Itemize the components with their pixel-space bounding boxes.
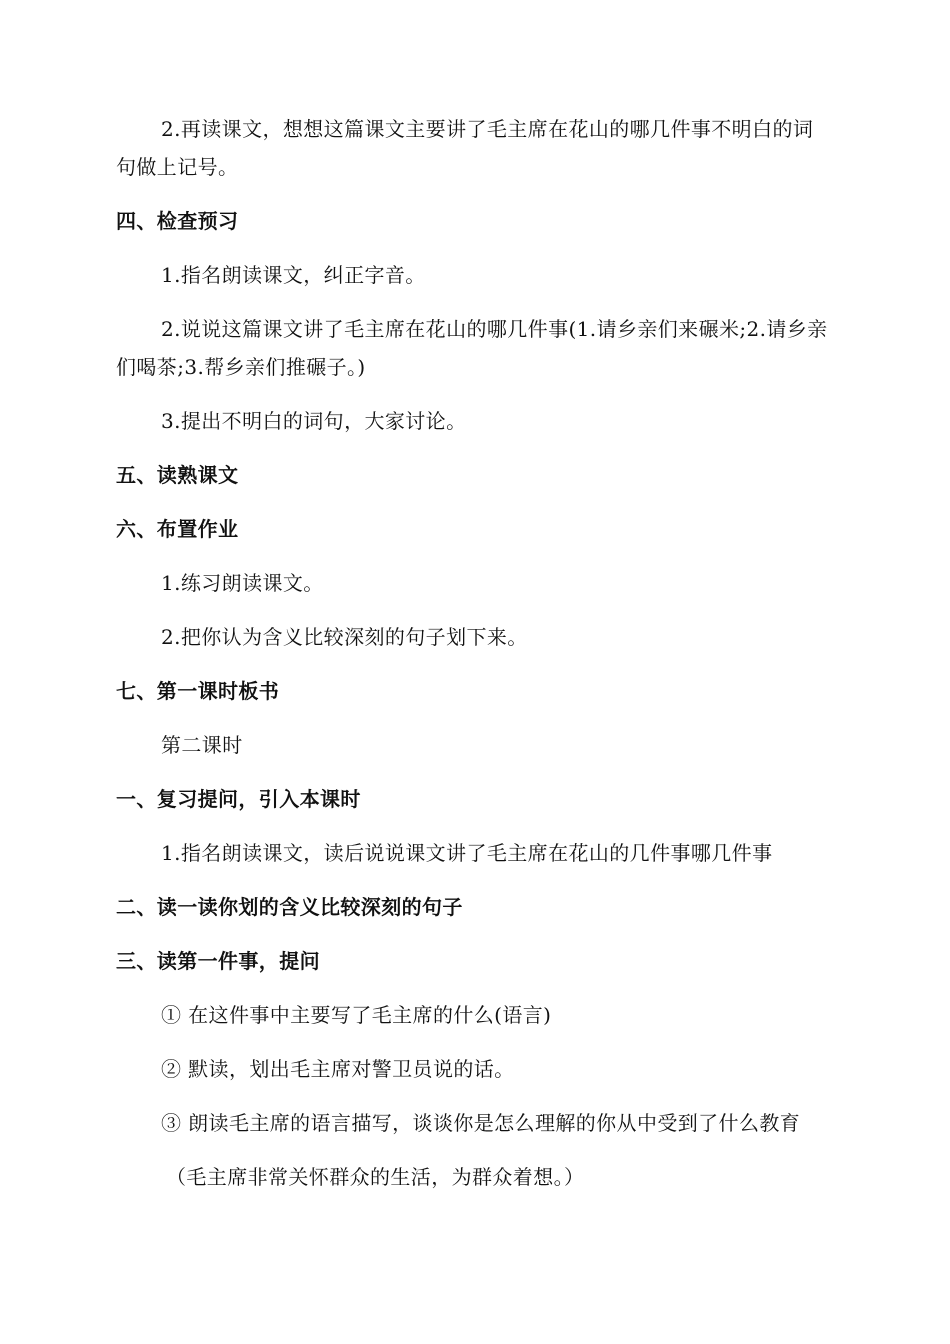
heading-read-fluently: 五、读熟课文 <box>116 463 239 487</box>
paragraph-answer-note: （毛主席非常关怀群众的生活，为群众着想。） <box>166 1165 585 1189</box>
heading-blackboard: 七、第一课时板书 <box>116 679 280 703</box>
document-body <box>116 110 832 1212</box>
paragraph-events-list: 2.说说这篇课文讲了毛主席在花山的哪几件事(1.请乡亲们来碾米;2.请乡亲们喝茶;3.帮乡亲们推碾子。) <box>116 317 828 379</box>
paragraph-discuss-words: 3.提出不明白的词句，大家讨论。 <box>161 409 467 433</box>
paragraph-read-aloud: 1.指名朗读课文，纠正字音。 <box>161 263 426 287</box>
paragraph-second-lesson: 第二课时 <box>161 733 243 757</box>
heading-first-event: 三、读第一件事，提问 <box>116 949 320 973</box>
paragraph-question-3: ③ 朗读毛主席的语言描写，谈谈你是怎么理解的你从中受到了什么教育 <box>161 1111 801 1135</box>
heading-check-preview: 四、检查预习 <box>116 209 239 233</box>
heading-review: 一、复习提问，引入本课时 <box>116 787 361 811</box>
paragraph-question-2: ② 默读，划出毛主席对警卫员说的话。 <box>161 1057 515 1081</box>
heading-read-sentences: 二、读一读你划的含义比较深刻的句子 <box>116 895 463 919</box>
paragraph-question-1: ① 在这件事中主要写了毛主席的什么(语言) <box>161 1003 552 1027</box>
paragraph-practice-reading: 1.练习朗读课文。 <box>161 571 324 595</box>
paragraph-reread-text: 2.再读课文，想想这篇课文主要讲了毛主席在花山的哪几件事不明白的词句做上记号。 <box>116 117 814 179</box>
heading-homework: 六、布置作业 <box>116 517 239 541</box>
paragraph-mark-sentences: 2.把你认为含义比较深刻的句子划下来。 <box>161 625 528 649</box>
paragraph-read-and-tell: 1.指名朗读课文，读后说说课文讲了毛主席在花山的几件事哪几件事 <box>161 841 773 865</box>
